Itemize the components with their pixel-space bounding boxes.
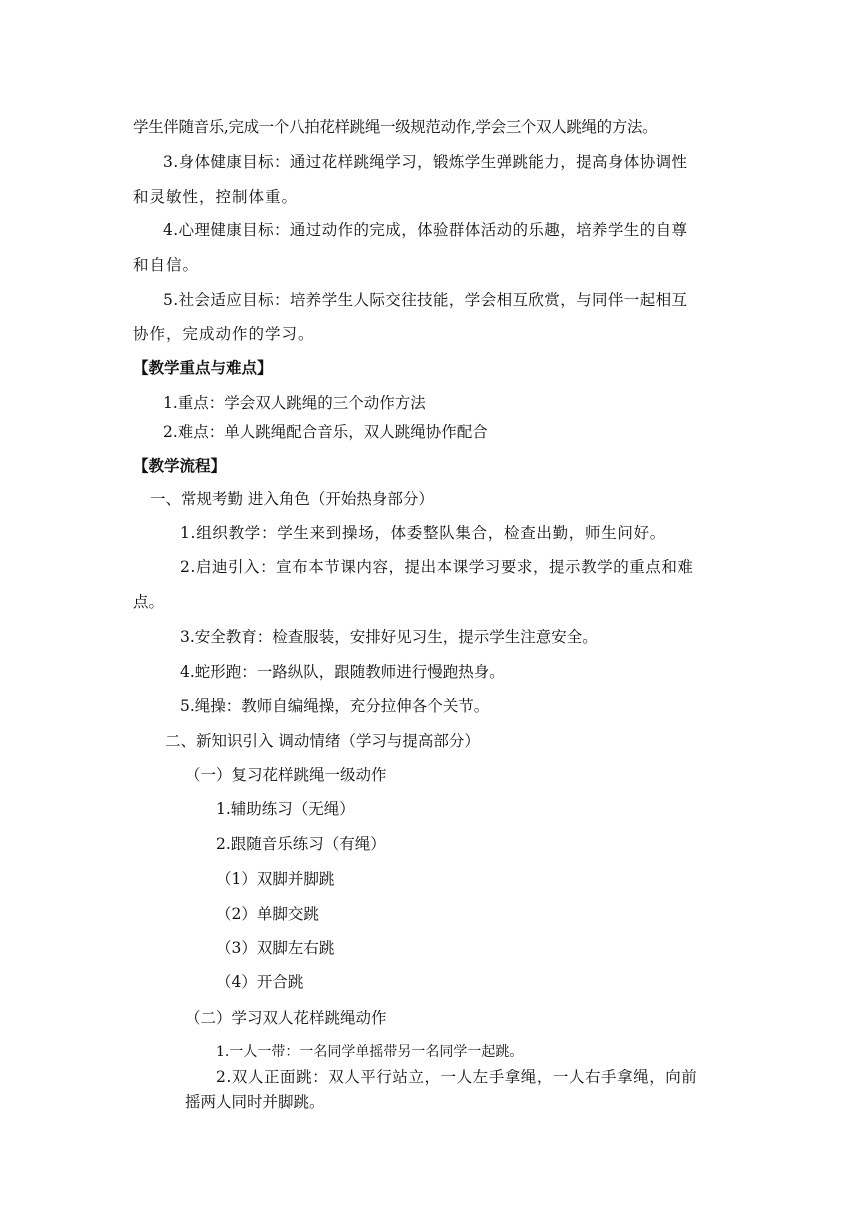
text-line: 1.辅助练习（无绳） (216, 800, 355, 818)
text-line: 2.跟随音乐练习（有绳） (216, 835, 386, 853)
text-line: 5.社会适应目标：培养学生人际交往技能，学会相互欣赏，与同伴一起相互 (163, 291, 688, 309)
text-line: （二）学习双人花样跳绳动作 (185, 1009, 387, 1027)
text-line: 1.一人一带：一名同学单摇带另一名同学一起跳。 (216, 1044, 524, 1060)
text-line: 2.双人正面跳：双人平行站立，一人左手拿绳，一人右手拿绳，向前 (216, 1068, 698, 1086)
text-line: 3.身体健康目标：通过花样跳绳学习，锻炼学生弹跳能力，提高身体协调性 (163, 153, 688, 171)
text-line: 1.重点：学会双人跳绳的三个动作方法 (163, 394, 426, 412)
text-line: （1）双脚并脚跳 (216, 870, 335, 888)
section-heading: 【教学流程】 (133, 456, 227, 475)
text-line: 协作，完成动作的学习。 (133, 325, 315, 343)
text-line: 二、新知识引入 调动情绪（学习与提高部分） (165, 732, 480, 750)
text-line: 4.蛇形跑：一路纵队，跟随教师进行慢跑热身。 (180, 663, 505, 681)
text-line: 和灵敏性，控制体重。 (133, 188, 299, 206)
text-line: 3.安全教育：检查服装，安排好见习生，提示学生注意安全。 (180, 628, 598, 646)
text-line: 1.组织教学：学生来到操场，体委整队集合，检查出勤，师生问好。 (180, 524, 666, 542)
text-line: （一）复习花样跳绳一级动作 (185, 766, 387, 784)
text-line: （4）开合跳 (216, 973, 304, 991)
text-line: 和自信。 (133, 256, 200, 274)
text-line: 一、常规考勤 进入角色（开始热身部分） (150, 490, 434, 508)
section-heading: 【教学重点与难点】 (133, 358, 273, 377)
text-line: 2.难点：单人跳绳配合音乐，双人跳绳协作配合 (163, 423, 488, 441)
text-line: 摇两人同时并脚跳。 (185, 1093, 325, 1111)
text-line: （3）双脚左右跳 (216, 939, 335, 957)
text-line: 2.启迪引入：宣布本节课内容，提出本课学习要求，提示教学的重点和难 (180, 558, 694, 576)
text-line: 学生伴随音乐,完成一个八拍花样跳绳一级规范动作,学会三个双人跳绳的方法。 (133, 118, 658, 136)
text-line: 4.心理健康目标：通过动作的完成，体验群体活动的乐趣，培养学生的自尊 (163, 221, 688, 239)
text-line: （2）单脚交跳 (216, 905, 319, 923)
text-line: 点。 (133, 593, 165, 611)
text-line: 5.绳操：教师自编绳操，充分拉伸各个关节。 (180, 697, 490, 715)
